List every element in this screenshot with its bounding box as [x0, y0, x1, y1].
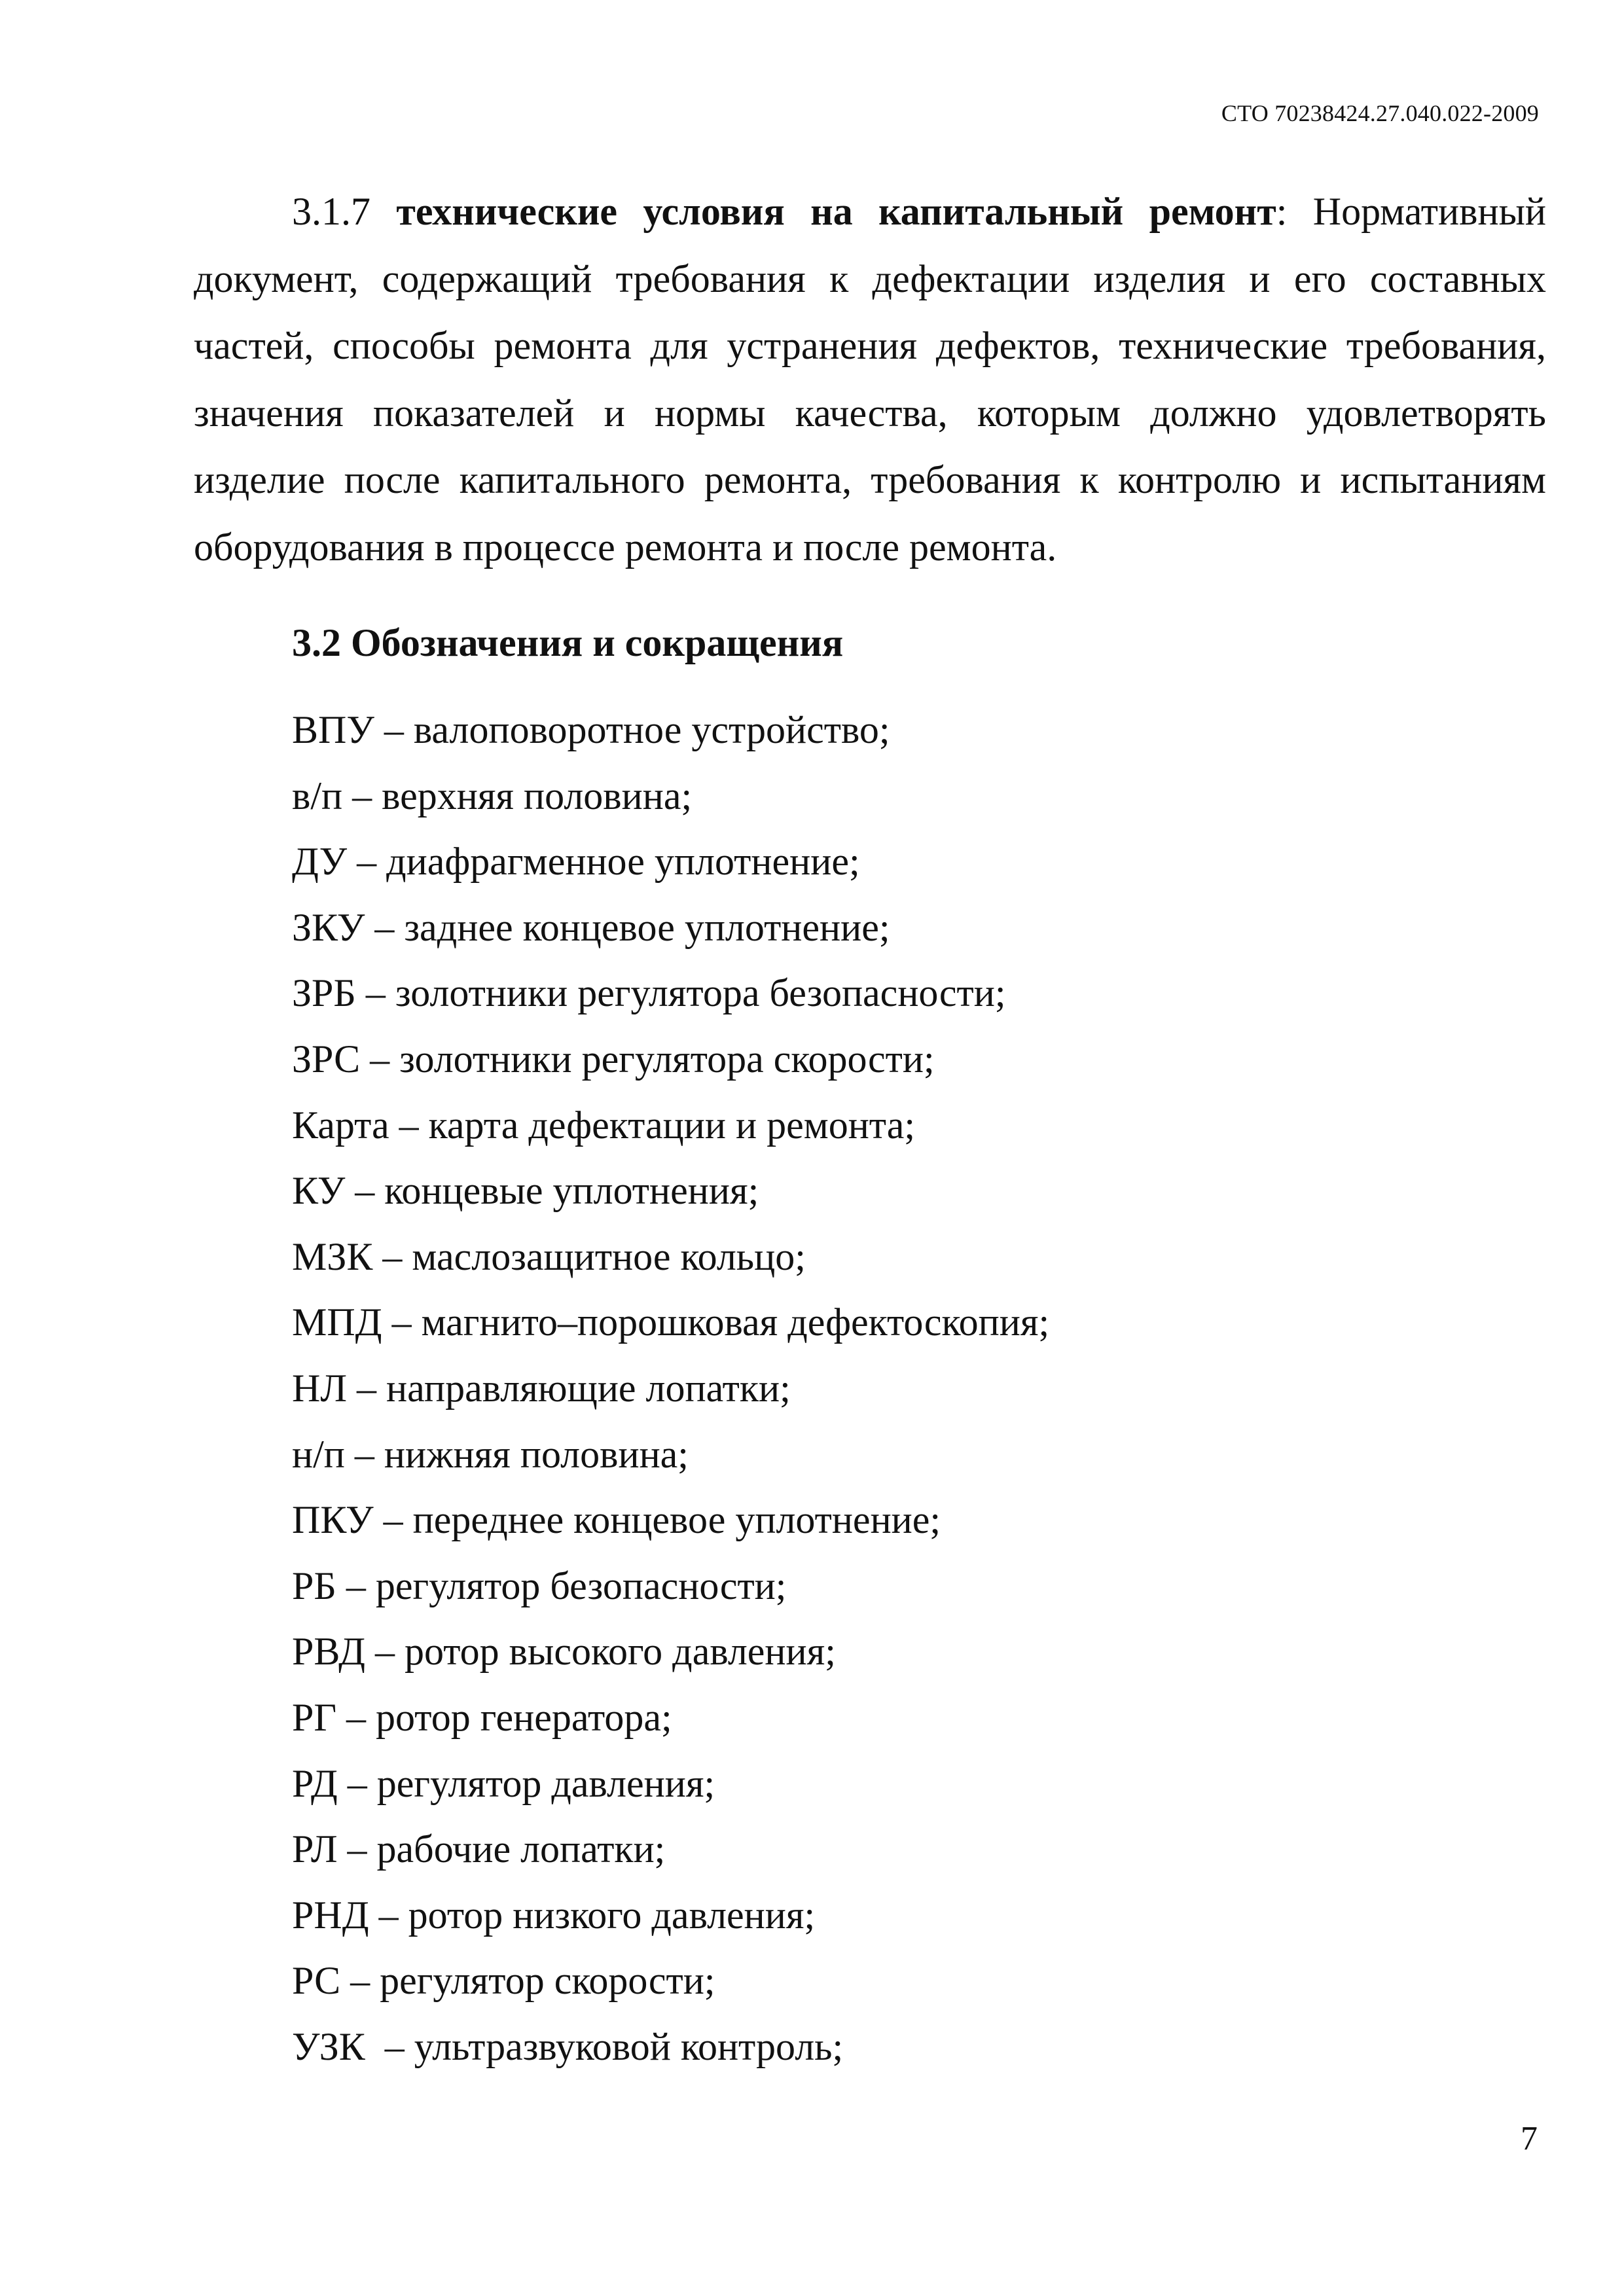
- definition-paragraph: [194, 178, 1546, 581]
- list-item: РНД – ротор низкого давления;: [292, 1893, 816, 1937]
- list-item: РВД – ротор высокого давления;: [292, 1630, 836, 1674]
- definition-number: 3.1.7: [292, 190, 370, 233]
- abbreviation-list: [292, 704, 1049, 2086]
- list-item: Карта – карта дефектации и ремонта;: [292, 1103, 916, 1147]
- list-item: РГ – ротор генератора;: [292, 1695, 672, 1739]
- list-item: ЗРС – золотники регулятора скорости;: [292, 1037, 935, 1081]
- list-item: РД – регулятор давления;: [292, 1761, 715, 1805]
- list-item: МЗК – маслозащитное кольцо;: [292, 1234, 806, 1278]
- list-item: НЛ – направляющие лопатки;: [292, 1366, 791, 1410]
- list-item: РБ – регулятор безопасности;: [292, 1564, 787, 1607]
- list-item: ДУ – диафрагменное уплотнение;: [292, 840, 860, 884]
- list-item: РЛ – рабочие лопатки;: [292, 1827, 666, 1871]
- page-number: 7: [1521, 2120, 1538, 2157]
- document-code: СТО 70238424.27.040.022-2009: [1221, 100, 1539, 126]
- list-item: МПД – магнито–порошковая дефектоскопия;: [292, 1300, 1050, 1344]
- definition-term: технические условия на капитальный ремонт: [396, 190, 1276, 233]
- list-item: ВПУ – валоповоротное устройство;: [292, 708, 890, 751]
- list-item: КУ – концевые уплотнения;: [292, 1169, 759, 1213]
- definition-text: : Нормативный документ, содержащий требования к дефектации изделия и его составных частей, способы ремонта для устранения дефектов, технические требования, значения показателей и нормы качества, которым должно удовлетворять изделие после капитального ремонта, требования к контролю и испытаниям оборудования в процессе ремонта и после ремонта.: [194, 190, 1546, 569]
- list-item: РС – регулятор скорости;: [292, 1959, 715, 2003]
- list-item: ЗРБ – золотники регулятора безопасности;: [292, 971, 1006, 1015]
- list-item: ПКУ – переднее концевое уплотнение;: [292, 1498, 941, 1542]
- list-item: в/п – верхняя половина;: [292, 774, 693, 817]
- list-item: н/п – нижняя половина;: [292, 1432, 689, 1476]
- section-title: 3.2 Обозначения и сокращения: [292, 621, 844, 664]
- list-item: ЗКУ – заднее концевое уплотнение;: [292, 905, 890, 949]
- list-item: УЗК – ультразвуковой контроль;: [292, 2024, 844, 2068]
